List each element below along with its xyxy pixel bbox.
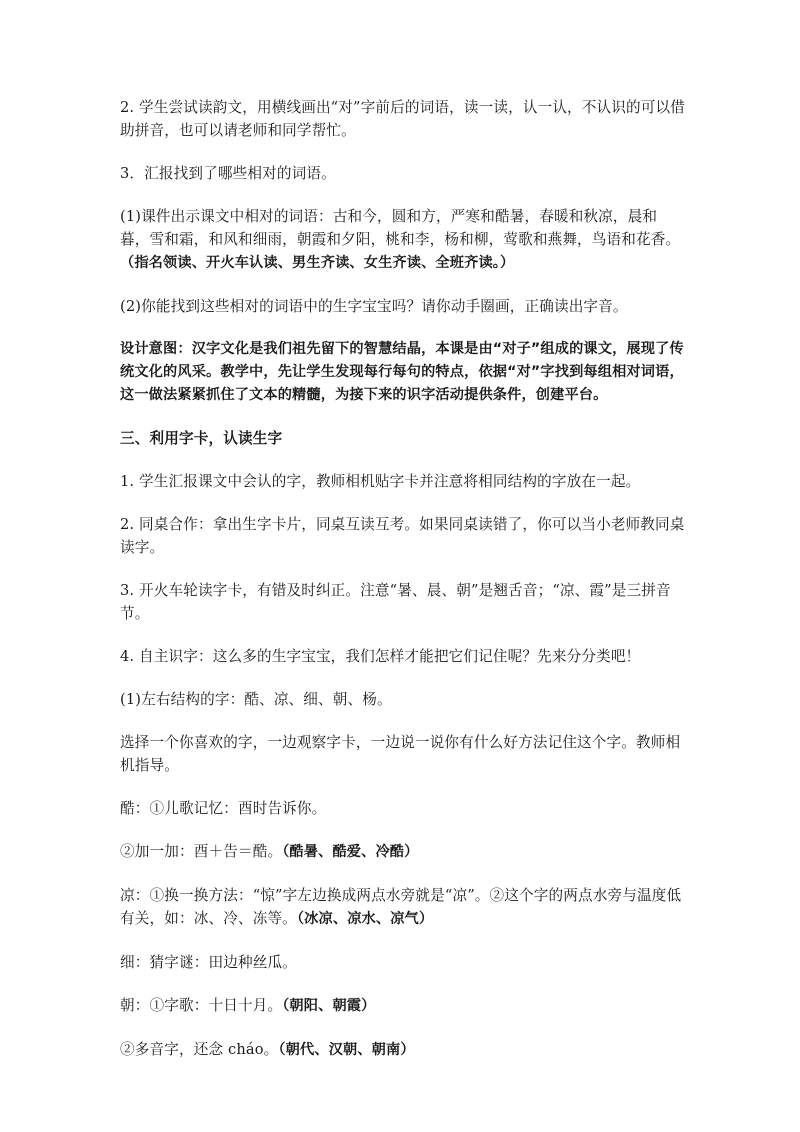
- paragraph-card-step-3: 3. 开火车轮读字卡，有错及时纠正。注意“暑、晨、朝”是翘舌音；“凉、霞”是三拼音节。: [120, 582, 671, 622]
- liang-words: （冰凉、凉水、凉气）: [296, 911, 434, 927]
- ku-add-text: ②加一加：酉＋告＝酷。: [120, 843, 283, 860]
- paragraph-ku-add: [120, 840, 686, 864]
- word-pairs-text: (1)课件出示课文中相对的词语：古和今，圆和方，严寒和酷暑，春暖和秋凉，晨和暮，雪和霜，和风和细雨，朝霞和夕阳，桃和李，杨和柳，莺歌和燕舞，鸟语和花香。: [120, 208, 681, 248]
- paragraph-card-step-4: 4. 自主识字：这么多的生字宝宝，我们怎样才能把它们记住呢？先来分分类吧！: [120, 648, 641, 665]
- paragraph-liang: [120, 884, 686, 931]
- zhao-song-text: 朝：①字歌：十日十月。: [120, 997, 283, 1014]
- liang-text: 凉：①换一换方法：“惊”字左边换成两点水旁就是“凉”。②这个字的两点水旁与温度低有关，如：冰、冷、冻等。: [120, 887, 682, 927]
- paragraph-ku-rhyme: 酷：①儿歌记忆：酉时告诉你。: [120, 800, 327, 817]
- ku-words: （酷暑、酷爱、冷酷）: [282, 844, 419, 860]
- paragraph-card-step-2: 2. 同桌合作：拿出生字卡片，同桌互读互考。如果同桌读错了，你可以当小老师教同桌读字。: [120, 516, 685, 556]
- paragraph-xi: 细：猜字谜：田边种丝瓜。: [120, 954, 297, 971]
- zhao-song-words: （朝阳、朝霞）: [282, 998, 376, 1014]
- reading-methods-note: （指名领读、开火车认读、男生齐读、女生齐读、全班齐读。）: [120, 255, 515, 271]
- paragraph-step-2: 2. 学生尝试读韵文，用横线画出“对”字前后的词语，读一读，认一认，不认识的可以借助拼音，也可以请老师和同学帮忙。: [120, 99, 686, 139]
- paragraph-word-pairs: [120, 205, 686, 275]
- paragraph-zhao-song: [120, 994, 686, 1018]
- paragraph-card-step-1: 1. 学生汇报课文中会认的字，教师相机贴字卡并注意将相同结构的字放在一起。: [120, 473, 641, 490]
- zhao-polyphone-words: （朝代、汉朝、朝南）: [278, 1042, 415, 1058]
- paragraph-zhao-polyphone: [120, 1038, 686, 1062]
- paragraph-find-new-characters: (2)你能找到这些相对的词语中的生字宝宝吗？请你动手圈画，正确读出字音。: [120, 298, 628, 315]
- design-intent: 设计意图：汉字文化是我们祖先留下的智慧结晶，本课是由“对子”组成的课文，展现了传统文化的风采。教学中，先让学生发现每行每句的特点，依据“对”字找到每组相对词语，这一做法紧紧抓住了文本的精髓，为接下来的识字活动提供条件，创建平台。: [120, 341, 684, 403]
- paragraph-step-3: 3．汇报找到了哪些相对的词语。: [120, 165, 336, 182]
- zhao-polyphone-text: ②多音字，还念 cháo。: [120, 1041, 279, 1058]
- paragraph-choose-character: 选择一个你喜欢的字，一边观察字卡，一边说一说你有什么好方法记住这个字。教师相机指导。: [120, 734, 681, 774]
- paragraph-left-right-structure: (1)左右结构的字：酷、凉、细、朝、杨。: [120, 691, 392, 708]
- section-heading-3: 三、利用字卡，认读生字: [120, 430, 283, 447]
- document-page: [120, 96, 686, 1082]
